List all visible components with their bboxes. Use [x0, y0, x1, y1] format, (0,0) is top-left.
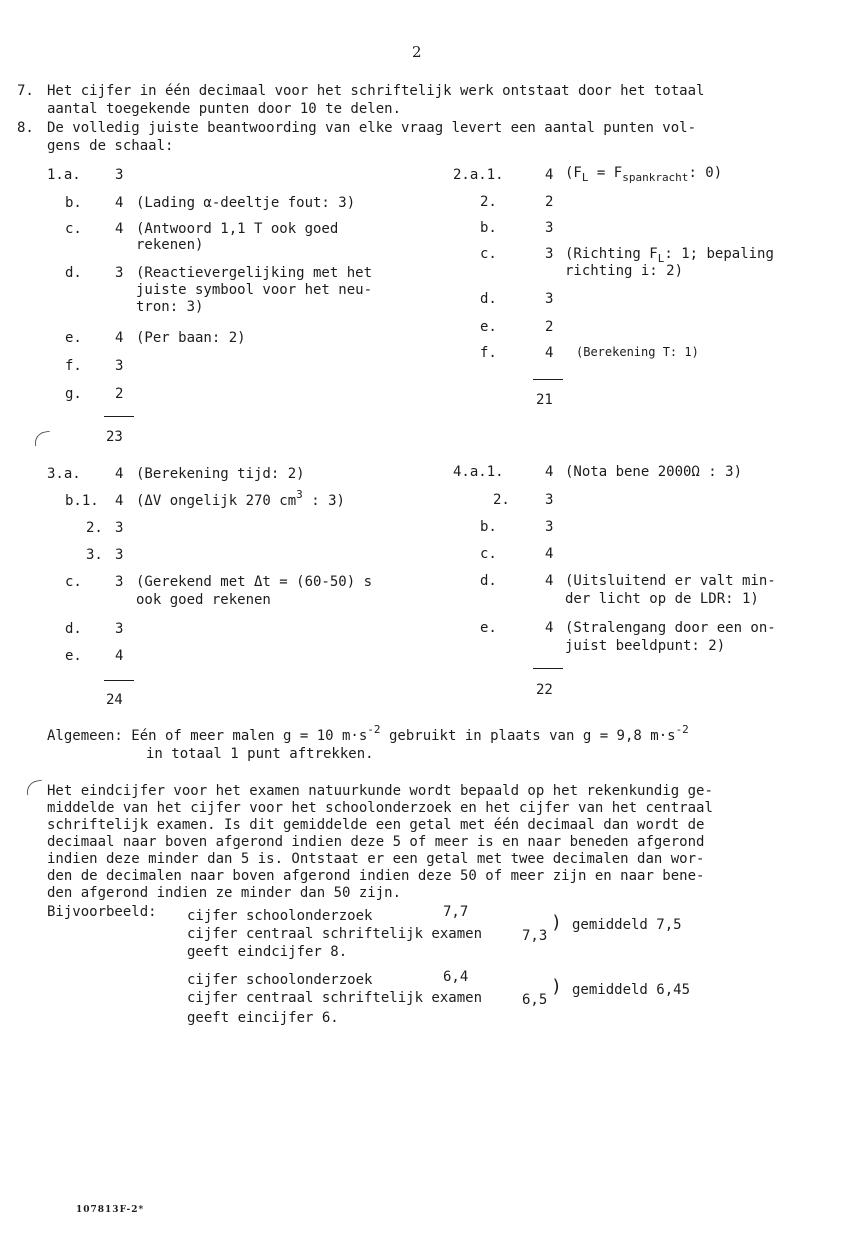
q3-c-note-1: (Gerekend met Δt = (60-50) s — [136, 574, 373, 590]
q1-total-rule — [104, 416, 134, 417]
pen-mark — [33, 431, 52, 447]
q1-f-points: 3 — [115, 358, 124, 374]
q2-c-label: c. — [480, 246, 497, 262]
rule-8-line-1: De volledig juiste beantwoording van elke vraag levert een aantal punten vol- — [47, 120, 697, 136]
q1-g-label: g. — [65, 386, 82, 402]
example-1-line-3: geeft eindcijfer 8. — [187, 944, 348, 960]
final-grade-line-1: Het eindcijfer voor het examen natuurkunde wordt bepaald op het rekenkundig ge- — [47, 783, 713, 799]
q3-a-note: (Berekening tijd: 2) — [136, 466, 305, 482]
example-2-value-1: 6,4 — [443, 969, 469, 985]
final-grade-line-2: middelde van het cijfer voor het schoolonderzoek en het cijfer van het centraal — [47, 800, 713, 816]
q1-g-points: 2 — [115, 386, 124, 402]
q4-c-label: c. — [480, 546, 497, 562]
q1-b-label: b. — [65, 195, 82, 211]
q1-d-note-2: juiste symbool voor het neu- — [136, 282, 373, 298]
example-1-line-2: cijfer centraal schriftelijk examen — [187, 926, 483, 942]
final-grade-line-3: schriftelijk examen. Is dit gemiddelde een getal met één decimaal dan wordt de — [47, 817, 705, 833]
example-1-value-2: 7,3 — [522, 928, 548, 944]
q2-f-label: f. — [480, 345, 497, 361]
q3-c-points: 3 — [115, 574, 124, 590]
q3-b2-label: 2. — [86, 520, 103, 536]
q3-b1-label: b.1. — [65, 493, 99, 509]
q4-e-note-2: juist beeldpunt: 2) — [565, 638, 726, 654]
final-grade-line-6: den de decimalen naar boven afgerond indien deze 50 of meer zijn en naar bene- — [47, 868, 705, 884]
q2-a2-points: 2 — [545, 194, 554, 210]
rule-7-line-2: aantal toegekende punten door 10 te delen. — [47, 101, 402, 117]
q4-d-label: d. — [480, 573, 497, 589]
q4-d-note-1: (Uitsluitend er valt min- — [565, 573, 776, 589]
q4-d-points: 4 — [545, 573, 554, 589]
q3-c-note-2: ook goed rekenen — [136, 592, 271, 608]
q4-total-rule — [533, 668, 563, 669]
rule-7-line-1: Het cijfer in één decimaal voor het schriftelijk werk ontstaat door het totaal — [47, 83, 705, 99]
q3-b2-points: 3 — [115, 520, 124, 536]
q1-e-note: (Per baan: 2) — [136, 330, 246, 346]
q2-total-rule — [533, 379, 563, 380]
examples-label: Bijvoorbeeld: — [47, 904, 157, 920]
q1-c-label: c. — [65, 221, 82, 237]
q4-c-points: 4 — [545, 546, 554, 562]
q2-a1-points: 4 — [545, 167, 554, 183]
q4-a1-label: 4.a.1. — [453, 464, 504, 480]
q2-b-points: 3 — [545, 220, 554, 236]
example-2-bracket: ) — [551, 976, 562, 997]
q2-e-label: e. — [480, 319, 497, 335]
q4-b-points: 3 — [545, 519, 554, 535]
q1-e-label: e. — [65, 330, 82, 346]
example-2-average: gemiddeld 6,45 — [572, 982, 691, 998]
q2-c-note-2: richting i: 2) — [565, 263, 684, 279]
q3-a-label: 3.a. — [47, 466, 81, 482]
rule-7-number: 7. — [17, 83, 34, 99]
pen-mark — [25, 780, 44, 796]
q4-a1-points: 4 — [545, 464, 554, 480]
q1-b-points: 4 — [115, 195, 124, 211]
q3-b1-points: 4 — [115, 493, 124, 509]
example-1-value-1: 7,7 — [443, 904, 469, 920]
q4-total: 22 — [536, 682, 553, 698]
q4-a2-label: 2. — [493, 492, 510, 508]
q1-b-note: (Lading α-deeltje fout: 3) — [136, 195, 356, 211]
q1-f-label: f. — [65, 358, 82, 374]
q4-e-points: 4 — [545, 620, 554, 636]
example-2-line-3: geeft eincijfer 6. — [187, 1010, 339, 1026]
q3-d-points: 3 — [115, 621, 124, 637]
q1-d-points: 3 — [115, 265, 124, 281]
q4-b-label: b. — [480, 519, 497, 535]
q4-d-note-2: der licht op de LDR: 1) — [565, 591, 759, 607]
q3-b3-label: 3. — [86, 547, 103, 563]
q2-f-points: 4 — [545, 345, 554, 361]
q2-a1-note: ($F_L = F_{spankracht}$: 0) — [565, 165, 723, 184]
q2-b-label: b. — [480, 220, 497, 236]
q2-c-note-1: (Richting $F_L$: 1; bepaling — [565, 246, 774, 265]
example-1-bracket: ) — [551, 912, 562, 933]
q3-b1-note: (ΔV ongelijk 270 $cm^3$ : 3) — [136, 488, 345, 509]
document-code: 107813F-2* — [76, 1205, 145, 1215]
q2-d-label: d. — [480, 291, 497, 307]
page-number: 2 — [412, 43, 422, 61]
general-deduction-line-1: Algemeen: Eén of meer malen g = 10 $m\cdot s^{-2}$ gebruikt in plaats van g = 9,8 $m\cdot s^{-2}$ — [47, 723, 689, 744]
general-deduction-line-2: in totaal 1 punt aftrekken. — [146, 746, 374, 762]
q4-e-note-1: (Stralengang door een on- — [565, 620, 776, 636]
q4-e-label: e. — [480, 620, 497, 636]
q3-e-points: 4 — [115, 648, 124, 664]
example-2-line-2: cijfer centraal schriftelijk examen — [187, 990, 483, 1006]
q2-d-points: 3 — [545, 291, 554, 307]
q3-total-rule — [104, 680, 134, 681]
q1-c-note-2: rekenen) — [136, 237, 204, 253]
final-grade-line-5: indien deze minder dan 5 is. Ontstaat er een getal met twee decimalen dan wor- — [47, 851, 705, 867]
q3-total: 24 — [106, 692, 123, 708]
q2-f-note: (Berekening T: 1) — [576, 345, 699, 359]
q3-b3-points: 3 — [115, 547, 124, 563]
q2-total: 21 — [536, 392, 553, 408]
q1-a-label: 1.a. — [47, 167, 81, 183]
q2-a1-label: 2.a.1. — [453, 167, 504, 183]
q2-e-points: 2 — [545, 319, 554, 335]
example-2-value-2: 6,5 — [522, 992, 548, 1008]
q1-d-note-3: tron: 3) — [136, 299, 204, 315]
q4-a1-note: (Nota bene 2000Ω : 3) — [565, 464, 743, 480]
q4-a2-points: 3 — [545, 492, 554, 508]
q3-a-points: 4 — [115, 466, 124, 482]
q1-c-points: 4 — [115, 221, 124, 237]
q1-d-note-1: (Reactievergelijking met het — [136, 265, 373, 281]
q3-c-label: c. — [65, 574, 82, 590]
rule-8-line-2: gens de schaal: — [47, 138, 174, 154]
q3-e-label: e. — [65, 648, 82, 664]
q2-a2-label: 2. — [480, 194, 497, 210]
final-grade-line-7: den afgerond indien ze minder dan 50 zijn. — [47, 885, 402, 901]
example-2-line-1: cijfer schoolonderzoek — [187, 972, 373, 988]
rule-8-number: 8. — [17, 120, 34, 136]
q1-a-points: 3 — [115, 167, 124, 183]
q1-c-note-1: (Antwoord 1,1 T ook goed — [136, 221, 339, 237]
example-1-line-1: cijfer schoolonderzoek — [187, 908, 373, 924]
final-grade-line-4: decimaal naar boven afgerond indien deze 5 of meer is en naar beneden afgerond — [47, 834, 705, 850]
q1-d-label: d. — [65, 265, 82, 281]
example-1-average: gemiddeld 7,5 — [572, 917, 682, 933]
q2-c-points: 3 — [545, 246, 554, 262]
q1-e-points: 4 — [115, 330, 124, 346]
q3-d-label: d. — [65, 621, 82, 637]
q1-total: 23 — [106, 429, 123, 445]
